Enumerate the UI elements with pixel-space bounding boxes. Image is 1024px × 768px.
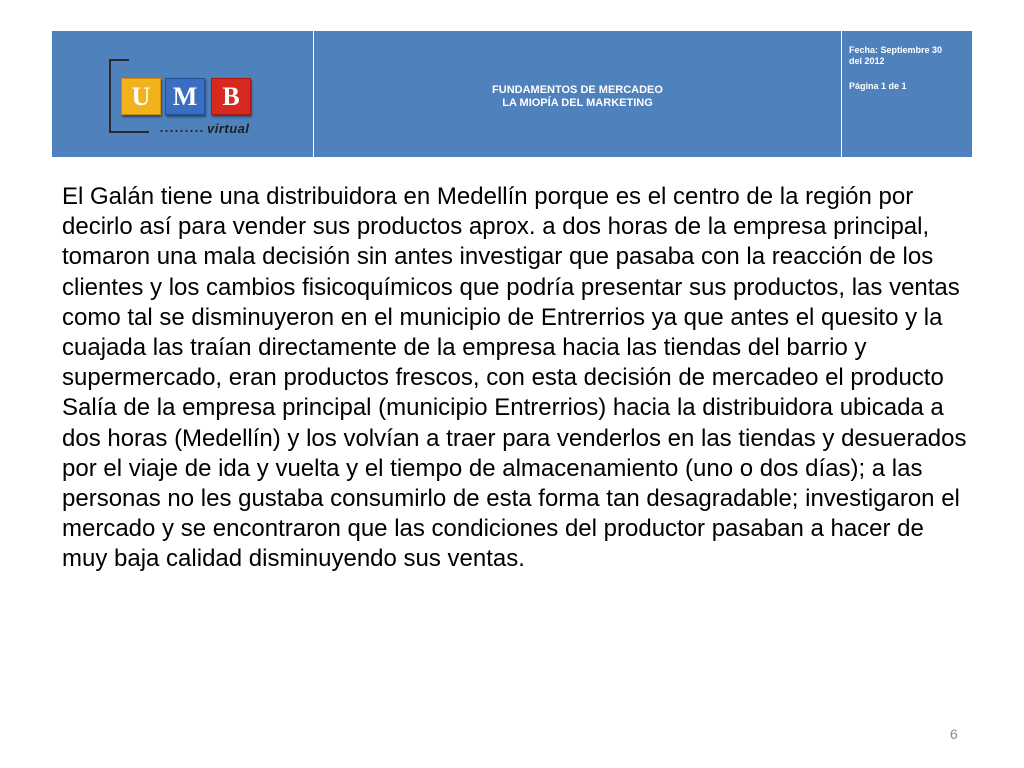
- title-cell: [314, 31, 842, 157]
- slide-subtitle: LA MIOPÍA DEL MARKETING: [502, 97, 653, 109]
- logo-dots-icon: [159, 129, 205, 133]
- logo-letter-b: B: [211, 78, 251, 115]
- logo-word: virtual: [207, 121, 250, 136]
- body-paragraph: El Galán tiene una distribuidora en Medellín porque es el centro de la región por decirlo así para vender sus productos aprox. a dos horas de la empresa principal, tomaron una mala decisión sin antes investigar que pasaba con la reacción de los clientes y los cambios fisicoquímicos que podría presentar sus productos, las ventas como tal se disminuyeron en el municipio de Entrerrios ya que antes el quesito y la cuajada las traían directamente de la empresa hacia las tiendas del barrio y supermercado, eran productos frescos, con esta decisión de mercadeo el producto Salía de la empresa principal (municipio Entrerrios) hacia la distribuidora ubicada a dos horas (Medellín) y los volvían a traer para venderlos en las tiendas y desuerados por el viaje de ida y vuelta y el tiempo de almacenamiento (uno o dos días); a las personas no les gustaba consumirlo de esta forma tan desagradable; investigaron el mercado y se encontraron que las condiciones del productor pasaban a hacer de muy baja calidad disminuyendo sus ventas.: [62, 183, 967, 573]
- logo-cell: [52, 31, 314, 157]
- page-indicator: Página 1 de 1: [849, 81, 907, 91]
- logo-letter-u: U: [121, 78, 161, 115]
- slide-number: 6: [950, 726, 958, 742]
- logo-bracket-base-icon: [109, 131, 149, 133]
- slide-header: [52, 30, 972, 158]
- course-title: FUNDAMENTOS DE MERCADEO: [492, 84, 663, 96]
- meta-cell: [842, 31, 972, 157]
- umb-virtual-logo: [107, 51, 272, 141]
- date-year: del 2012: [849, 56, 885, 66]
- date-label: Fecha: Septiembre 30: [849, 45, 943, 55]
- logo-letter-m: M: [165, 78, 205, 115]
